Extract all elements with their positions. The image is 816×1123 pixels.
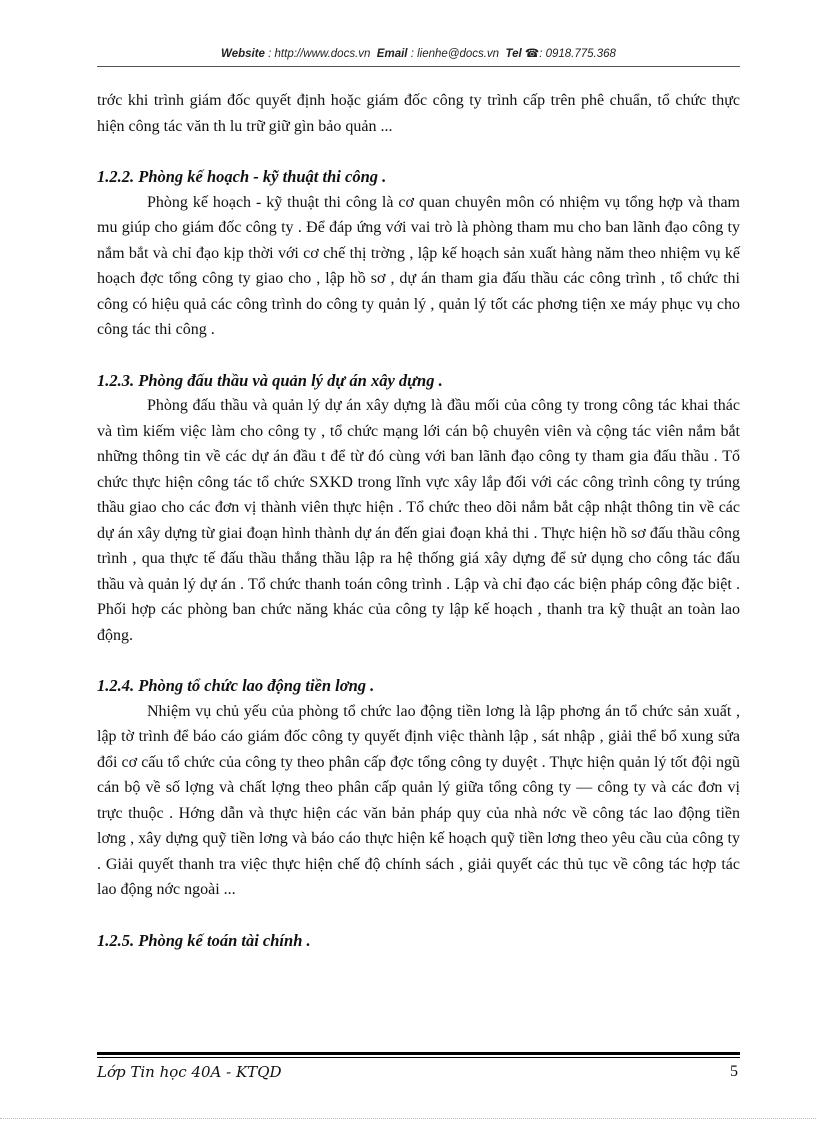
header-divider xyxy=(97,66,740,67)
intro-paragraph: trớc khi trình giám đốc quyết định hoặc giám đốc công ty trình cấp trên phê chuẩn, tổ chức thực hiện công tác văn th lu trữ giữ gìn bảo quản ... xyxy=(97,92,740,135)
section-body-1-2-4: Nhiệm vụ chủ yếu của phòng tổ chức lao động tiền lơng là lập phơng án tổ chức sản xuất , lập tờ trình để báo cáo giám đốc công ty quyết định việc thành lập , sát nhập , giải thể bổ xung sửa đổi cơ cấu tổ chức của công ty theo phân cấp đợc tổng công ty duyệt . Thực hiện quản lý tốt đội ngũ cán bộ về số lợng và chất lợng theo phân cấp quản lý giữa tổng công ty — công ty và các đơn vị trực thuộc . Hớng dẫn và thực hiện các văn bản pháp quy của nhà nớc về công tác lao động tiền lơng , xây dựng quỹ tiền lơng và báo cáo thực hiện kế hoạch quỹ tiền lơng theo yêu cầu của công ty . Giải quyết thanh tra việc thực hiện chế độ chính sách , giải quyết các thủ tục về công tác hợp tác lao động nớc ngoài ... xyxy=(97,702,740,898)
phone-icon: ☎ xyxy=(524,48,540,60)
document-body xyxy=(97,88,740,953)
tel-label: Tel xyxy=(505,48,522,60)
tel-value: : 0918.775.368 xyxy=(539,48,616,60)
page-bottom-dotted-line xyxy=(0,1118,816,1119)
footer-divider-thick xyxy=(97,1052,740,1055)
website-value: : http://www.docs.vn xyxy=(268,48,371,60)
section-heading-1-2-2: 1.2.2. Phòng kế hoạch - kỹ thuật thi công . xyxy=(97,167,387,186)
website-label: Website xyxy=(221,48,265,60)
email-label: Email xyxy=(376,48,408,60)
email-value: : lienhe@docs.vn xyxy=(410,48,500,60)
page-header xyxy=(97,46,740,60)
footer-class-label: Lớp Tin học 40A - KTQD xyxy=(97,1063,282,1081)
section-heading-1-2-3: 1.2.3. Phòng đấu thầu và quản lý dự án xây dựng . xyxy=(97,370,443,390)
section-body-1-2-2: Phòng kế hoạch - kỹ thuật thi công là cơ quan chuyên môn có nhiệm vụ tổng hợp và tham mu giúp cho giám đốc công ty . Để đáp ứng với vai trò là phòng tham mu cho ban lãnh đạo công ty nắm bắt và chỉ đạo kịp thời với cơ chế thị trờng , lập kế hoạch sản xuất hàng năm theo nhiệm vụ kế hoạch đợc tổng công ty giao cho , lập hồ sơ , dự án tham gia đấu thầu các công trình , tổ chức thi công có hiệu quả các công trình do công ty quản lý , quản lý tốt các phơng tiện xe máy phục vụ cho công tác thi công . xyxy=(97,193,740,338)
section-heading-1-2-5: 1.2.5. Phòng kế toán tài chính . xyxy=(97,930,311,950)
page-number: 5 xyxy=(730,1063,738,1080)
section-body-1-2-3: Phòng đấu thầu và quản lý dự án xây dựng là đầu mối của công ty trong công tác khai thác và tìm kiếm việc làm cho công ty , tổ chức mạng lới cán bộ chuyên viên và cộng tác viên nắm bắt những thông tin về các dự án đầu t để từ đó cùng với ban lãnh đạo công ty tham gia đấu thầu . Tổ chức thực hiện công tác tổ chức SXKD trong lĩnh vực xây lắp đối với các công trình công ty trúng thầu giao cho các đơn vị thành viên thực hiện . Tổ chức theo dõi nắm bắt cập nhật thông tin về các dự án xây dựng từ giai đoạn hình thành dự án đến giai đoạn khả thi . Thực hiện hồ sơ đấu thầu công trình , qua thực tế đấu thầu thắng thầu lập ra hệ thống giá xây dựng để sử dụng cho công tác đấu thầu và quản lý dự án . Tổ chức thanh toán công trình . Lập và chỉ đạo các biện pháp công đặc biệt . Phối hợp các phòng ban chức năng khác của công ty lập kế hoạch , thanh tra kỹ thuật an toàn lao động. xyxy=(97,397,740,644)
footer-divider-thin xyxy=(97,1057,740,1058)
section-heading-1-2-4: 1.2.4. Phòng tổ chức lao động tiền lơng . xyxy=(97,676,375,695)
